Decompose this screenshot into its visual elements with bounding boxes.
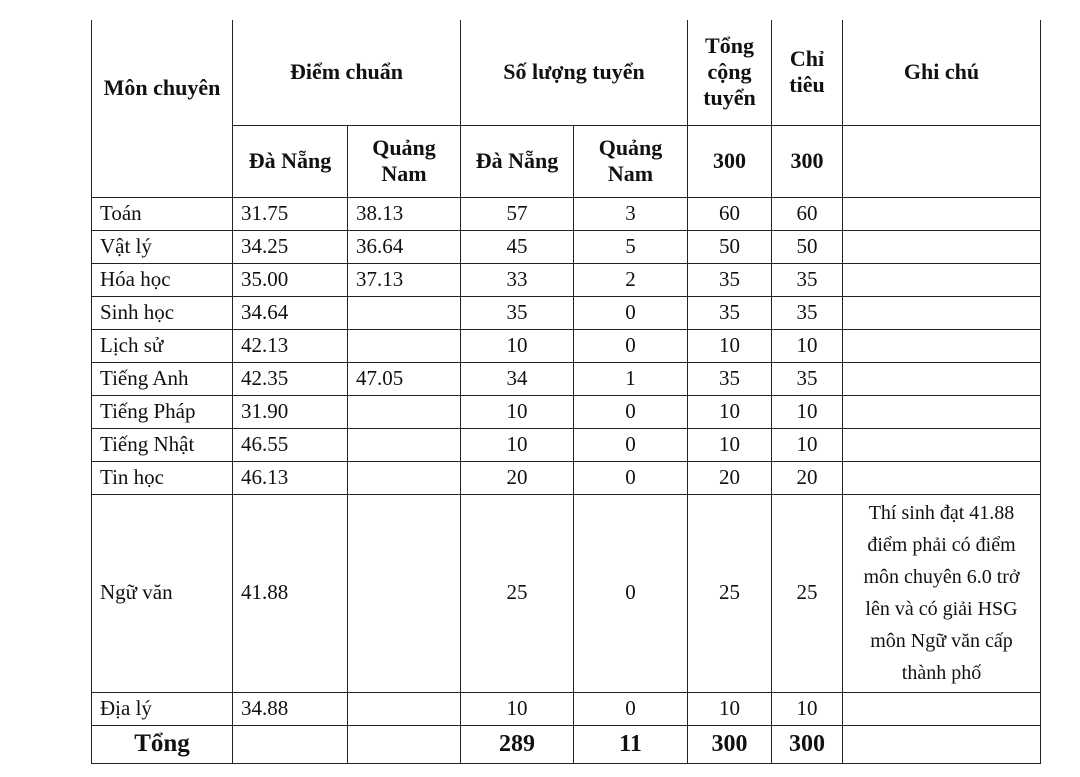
cell-quota: 10 bbox=[772, 692, 843, 725]
cell-total: 35 bbox=[688, 362, 772, 395]
header-cutoff-quang-nam: Quảng Nam bbox=[348, 125, 461, 197]
cell-adm-qn: 5 bbox=[574, 230, 688, 263]
cell-cut-qn bbox=[348, 395, 461, 428]
cell-subject: Tiếng Anh bbox=[92, 362, 233, 395]
total-empty-cell bbox=[843, 725, 1041, 763]
cell-adm-qn: 3 bbox=[574, 197, 688, 230]
cell-adm-qn: 0 bbox=[574, 329, 688, 362]
table-row bbox=[92, 263, 1041, 296]
cell-cut-dn: 34.64 bbox=[233, 296, 348, 329]
cell-subject: Toán bbox=[92, 197, 233, 230]
cell-cut-qn bbox=[348, 461, 461, 494]
header-admitted: Số lượng tuyển bbox=[461, 20, 688, 125]
cell-cut-qn: 37.13 bbox=[348, 263, 461, 296]
table-row bbox=[92, 692, 1041, 725]
cell-total: 35 bbox=[688, 296, 772, 329]
table-row bbox=[92, 197, 1041, 230]
table-row bbox=[92, 395, 1041, 428]
cell-cut-dn: 42.35 bbox=[233, 362, 348, 395]
total-total: 300 bbox=[688, 725, 772, 763]
cell-subject: Tiếng Nhật bbox=[92, 428, 233, 461]
cell-adm-dn: 10 bbox=[461, 395, 574, 428]
cell-quota: 20 bbox=[772, 461, 843, 494]
cell-subject: Vật lý bbox=[92, 230, 233, 263]
cell-cut-qn bbox=[348, 494, 461, 692]
cell-total: 20 bbox=[688, 461, 772, 494]
cell-subject: Sinh học bbox=[92, 296, 233, 329]
cell-cut-dn: 34.25 bbox=[233, 230, 348, 263]
table-row bbox=[92, 329, 1041, 362]
cell-subject: Tin học bbox=[92, 461, 233, 494]
table-row bbox=[92, 461, 1041, 494]
cell-total: 50 bbox=[688, 230, 772, 263]
cell-quota: 60 bbox=[772, 197, 843, 230]
cell-adm-qn: 0 bbox=[574, 692, 688, 725]
table-row bbox=[92, 428, 1041, 461]
total-adm-qn: 11 bbox=[574, 725, 688, 763]
total-row bbox=[92, 725, 1041, 763]
cell-cut-qn bbox=[348, 692, 461, 725]
total-adm-dn: 289 bbox=[461, 725, 574, 763]
cell-quota: 35 bbox=[772, 296, 843, 329]
cell-adm-dn: 57 bbox=[461, 197, 574, 230]
cell-total: 10 bbox=[688, 329, 772, 362]
cell-cut-dn: 35.00 bbox=[233, 263, 348, 296]
header-quota: Chỉ tiêu bbox=[772, 20, 843, 125]
header-admitted-quang-nam: Quảng Nam bbox=[574, 125, 688, 197]
cell-adm-qn: 0 bbox=[574, 395, 688, 428]
header-note: Ghi chú bbox=[843, 20, 1041, 125]
header-total-admitted-sum: 300 bbox=[688, 125, 772, 197]
cell-adm-qn: 0 bbox=[574, 296, 688, 329]
total-quota: 300 bbox=[772, 725, 843, 763]
cell-adm-qn: 0 bbox=[574, 461, 688, 494]
cell-cut-qn bbox=[348, 329, 461, 362]
total-empty-cell bbox=[233, 725, 348, 763]
cell-note bbox=[843, 263, 1041, 296]
total-empty-cell bbox=[348, 725, 461, 763]
cell-adm-dn: 10 bbox=[461, 428, 574, 461]
cell-cut-dn: 31.75 bbox=[233, 197, 348, 230]
cell-quota: 35 bbox=[772, 263, 843, 296]
cell-total: 10 bbox=[688, 692, 772, 725]
cell-note bbox=[843, 428, 1041, 461]
cell-cut-dn: 46.55 bbox=[233, 428, 348, 461]
header-admitted-da-nang: Đà Nẵng bbox=[461, 125, 574, 197]
cell-note: Thí sinh đạt 41.88 điểm phải có điểm môn chuyên 6.0 trở lên và có giải HSG môn Ngữ văn cấp thành phố bbox=[843, 494, 1041, 692]
cell-note bbox=[843, 197, 1041, 230]
cell-quota: 10 bbox=[772, 329, 843, 362]
cell-note bbox=[843, 461, 1041, 494]
cell-subject: Ngữ văn bbox=[92, 494, 233, 692]
cell-quota: 50 bbox=[772, 230, 843, 263]
cell-note bbox=[843, 230, 1041, 263]
cell-cut-dn: 42.13 bbox=[233, 329, 348, 362]
table-row bbox=[92, 494, 1041, 692]
cell-cut-qn: 47.05 bbox=[348, 362, 461, 395]
cell-cut-qn bbox=[348, 428, 461, 461]
cell-adm-qn: 0 bbox=[574, 428, 688, 461]
cell-total: 10 bbox=[688, 395, 772, 428]
cell-total: 35 bbox=[688, 263, 772, 296]
cell-cut-qn bbox=[348, 296, 461, 329]
header-subject: Môn chuyên bbox=[92, 20, 233, 197]
cell-total: 60 bbox=[688, 197, 772, 230]
header-cutoff: Điểm chuẩn bbox=[233, 20, 461, 125]
cell-adm-dn: 10 bbox=[461, 692, 574, 725]
cell-quota: 25 bbox=[772, 494, 843, 692]
cell-note bbox=[843, 296, 1041, 329]
cell-subject: Lịch sử bbox=[92, 329, 233, 362]
cell-adm-dn: 10 bbox=[461, 329, 574, 362]
cell-adm-dn: 34 bbox=[461, 362, 574, 395]
cell-adm-dn: 20 bbox=[461, 461, 574, 494]
cell-quota: 35 bbox=[772, 362, 843, 395]
cell-quota: 10 bbox=[772, 428, 843, 461]
cell-total: 25 bbox=[688, 494, 772, 692]
cell-adm-dn: 33 bbox=[461, 263, 574, 296]
cell-adm-qn: 0 bbox=[574, 494, 688, 692]
cell-adm-qn: 1 bbox=[574, 362, 688, 395]
cell-cut-qn: 36.64 bbox=[348, 230, 461, 263]
cell-note bbox=[843, 329, 1041, 362]
total-label: Tổng bbox=[92, 725, 233, 763]
cell-adm-dn: 25 bbox=[461, 494, 574, 692]
header-note-empty bbox=[843, 125, 1041, 197]
table-row bbox=[92, 296, 1041, 329]
table-row bbox=[92, 230, 1041, 263]
cell-cut-dn: 31.90 bbox=[233, 395, 348, 428]
cell-note bbox=[843, 395, 1041, 428]
cell-note bbox=[843, 692, 1041, 725]
cell-adm-qn: 2 bbox=[574, 263, 688, 296]
cell-note bbox=[843, 362, 1041, 395]
cell-adm-dn: 45 bbox=[461, 230, 574, 263]
cell-adm-dn: 35 bbox=[461, 296, 574, 329]
cell-cut-dn: 41.88 bbox=[233, 494, 348, 692]
table-row bbox=[92, 362, 1041, 395]
admission-table bbox=[91, 20, 1041, 764]
header-total-admitted: Tổng cộng tuyển bbox=[688, 20, 772, 125]
cell-subject: Hóa học bbox=[92, 263, 233, 296]
cell-cut-dn: 46.13 bbox=[233, 461, 348, 494]
cell-subject: Tiếng Pháp bbox=[92, 395, 233, 428]
header-cutoff-da-nang: Đà Nẵng bbox=[233, 125, 348, 197]
cell-quota: 10 bbox=[772, 395, 843, 428]
cell-cut-dn: 34.88 bbox=[233, 692, 348, 725]
header-quota-sum: 300 bbox=[772, 125, 843, 197]
cell-cut-qn: 38.13 bbox=[348, 197, 461, 230]
cell-total: 10 bbox=[688, 428, 772, 461]
cell-subject: Địa lý bbox=[92, 692, 233, 725]
